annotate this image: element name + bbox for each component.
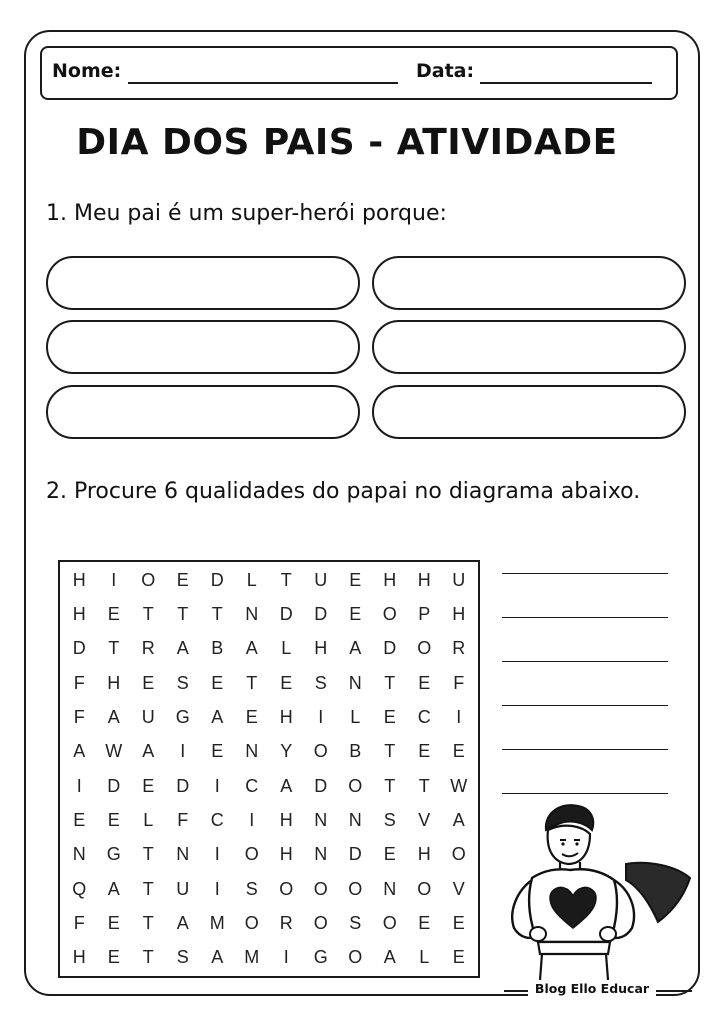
question-1: 1. Meu pai é um super-herói porque: [46, 201, 447, 226]
date-field[interactable] [480, 82, 652, 84]
grid-letter[interactable]: O [141, 569, 156, 590]
grid-letter[interactable]: W [450, 775, 468, 796]
grid-letter[interactable]: A [452, 809, 465, 830]
grid-letter[interactable]: O [417, 638, 432, 659]
grid-letter[interactable]: Y [280, 741, 293, 762]
grid-letter[interactable]: E [349, 603, 362, 624]
grid-letter[interactable]: N [383, 878, 397, 899]
grid-letter[interactable]: H [452, 603, 466, 624]
grid-letter[interactable]: C [210, 809, 224, 830]
word-answer-line-2[interactable] [502, 617, 668, 618]
grid-letter[interactable]: I [456, 706, 462, 727]
grid-letter[interactable]: A [245, 638, 258, 659]
answer-box-5[interactable] [46, 385, 360, 439]
grid-letter[interactable]: S [245, 878, 258, 899]
grid-letter[interactable]: E [452, 912, 465, 933]
grid-letter[interactable]: M [209, 912, 225, 933]
grid-letter[interactable]: T [142, 844, 154, 865]
grid-letter[interactable]: V [418, 809, 431, 830]
grid-letter[interactable]: R [141, 638, 155, 659]
grid-letter[interactable]: L [246, 569, 257, 590]
grid-letter[interactable]: U [314, 569, 328, 590]
grid-letter[interactable]: N [245, 603, 259, 624]
grid-letter[interactable]: N [72, 844, 86, 865]
grid-letter[interactable]: T [384, 741, 396, 762]
grid-letter[interactable]: I [214, 775, 220, 796]
grid-letter[interactable]: E [176, 569, 189, 590]
grid-letter[interactable]: C [417, 706, 431, 727]
grid-letter[interactable]: L [281, 638, 292, 659]
grid-letter[interactable]: T [384, 775, 396, 796]
grid-letter[interactable]: S [349, 912, 362, 933]
grid-letter[interactable]: E [211, 741, 224, 762]
grid-letter[interactable]: N [314, 809, 328, 830]
grid-letter[interactable]: T [384, 672, 396, 693]
grid-letter[interactable]: A [142, 741, 155, 762]
grid-letter[interactable]: T [177, 603, 189, 624]
grid-letter[interactable]: F [73, 672, 85, 693]
grid-letter[interactable]: O [279, 878, 294, 899]
answer-box-2[interactable] [372, 256, 686, 310]
footer-line-right [652, 990, 692, 992]
grid-letter[interactable]: F [177, 809, 189, 830]
grid-letter[interactable]: E [280, 672, 293, 693]
grid-letter[interactable]: O [244, 844, 259, 865]
grid-letter[interactable]: D [348, 844, 362, 865]
grid-letter[interactable]: N [348, 809, 362, 830]
date-label: Data: [416, 60, 475, 82]
grid-letter[interactable]: O [313, 912, 328, 933]
grid-letter[interactable]: O [417, 878, 432, 899]
grid-letter[interactable]: O [451, 844, 466, 865]
answer-box-6[interactable] [372, 385, 686, 439]
grid-letter[interactable]: E [418, 741, 431, 762]
grid-letter[interactable]: O [348, 947, 363, 968]
grid-letter[interactable]: H [417, 844, 431, 865]
grid-letter[interactable]: L [143, 809, 154, 830]
grid-letter[interactable]: S [176, 672, 189, 693]
grid-letter[interactable]: N [245, 741, 259, 762]
grid-letter[interactable]: T [108, 638, 120, 659]
grid-letter[interactable]: L [419, 947, 430, 968]
grid-letter[interactable]: O [348, 775, 363, 796]
grid-letter[interactable]: A [211, 947, 224, 968]
word-answer-line-6[interactable] [502, 793, 668, 794]
grid-letter[interactable]: V [452, 878, 465, 899]
grid-letter[interactable]: T [418, 775, 430, 796]
grid-letter[interactable]: D [314, 775, 328, 796]
grid-letter[interactable]: I [111, 569, 117, 590]
grid-letter[interactable]: I [214, 878, 220, 899]
grid-letter[interactable]: N [314, 844, 328, 865]
grid-letter[interactable]: H [72, 603, 86, 624]
grid-letter[interactable]: S [176, 947, 189, 968]
grid-letter[interactable]: N [348, 672, 362, 693]
grid-letter[interactable]: W [105, 741, 123, 762]
grid-letter[interactable]: E [452, 947, 465, 968]
grid-letter[interactable]: E [245, 706, 258, 727]
grid-letter[interactable]: D [279, 603, 293, 624]
grid-letter[interactable]: E [73, 809, 86, 830]
grid-letter[interactable]: E [349, 569, 362, 590]
answer-box-4[interactable] [372, 320, 686, 374]
grid-letter[interactable]: S [383, 809, 396, 830]
grid-letter[interactable]: T [142, 603, 154, 624]
grid-letter[interactable]: H [383, 569, 397, 590]
word-answer-line-4[interactable] [502, 705, 668, 706]
grid-letter[interactable]: Q [72, 878, 87, 899]
name-field[interactable] [128, 82, 398, 84]
grid-letter[interactable]: A [73, 741, 86, 762]
grid-letter[interactable]: U [452, 569, 466, 590]
superhero-dad-illustration [498, 800, 698, 980]
answer-box-3[interactable] [46, 320, 360, 374]
grid-letter[interactable]: D [176, 775, 190, 796]
question-2: 2. Procure 6 qualidades do papai no diagrama abaixo. [46, 479, 641, 504]
grid-letter[interactable]: D [383, 638, 397, 659]
grid-letter[interactable]: G [313, 947, 328, 968]
grid-letter[interactable]: S [314, 672, 327, 693]
header-box [40, 46, 678, 100]
grid-letter[interactable]: I [214, 844, 220, 865]
grid-letter[interactable]: G [106, 844, 121, 865]
grid-letter[interactable]: H [279, 844, 293, 865]
grid-letter[interactable]: H [279, 706, 293, 727]
grid-letter[interactable]: U [141, 706, 155, 727]
grid-letter[interactable]: N [176, 844, 190, 865]
page-title: DIA DOS PAIS - ATIVIDADE [76, 122, 618, 163]
grid-letter[interactable]: D [314, 603, 328, 624]
grid-letter[interactable]: T [142, 947, 154, 968]
grid-letter[interactable]: A [211, 706, 224, 727]
grid-letter[interactable]: P [418, 603, 431, 624]
grid-letter[interactable]: H [72, 947, 86, 968]
grid-letter[interactable]: A [176, 638, 189, 659]
grid-letter[interactable]: T [142, 912, 154, 933]
grid-letter[interactable]: A [107, 706, 120, 727]
grid-letter[interactable]: I [180, 741, 186, 762]
grid-letter[interactable]: L [350, 706, 361, 727]
grid-letter[interactable]: O [313, 878, 328, 899]
grid-letter[interactable]: R [452, 638, 466, 659]
answer-box-1[interactable] [46, 256, 360, 310]
grid-letter[interactable]: F [73, 706, 85, 727]
grid-letter[interactable]: E [418, 672, 431, 693]
grid-letter[interactable]: H [279, 809, 293, 830]
name-label: Nome: [52, 60, 122, 82]
grid-letter[interactable]: E [142, 775, 155, 796]
grid-letter[interactable]: E [142, 672, 155, 693]
grid-letter[interactable]: A [349, 638, 362, 659]
grid-letter[interactable]: O [382, 912, 397, 933]
grid-letter[interactable]: T [211, 603, 223, 624]
grid-letter[interactable]: H [72, 569, 86, 590]
footer-credit: Blog Ello Educar [528, 981, 656, 996]
grid-letter[interactable]: E [107, 809, 120, 830]
grid-letter[interactable]: M [244, 947, 260, 968]
word-answer-line-5[interactable] [502, 749, 668, 750]
grid-letter[interactable]: D [107, 775, 121, 796]
grid-letter[interactable]: E [418, 912, 431, 933]
grid-letter[interactable]: F [73, 912, 85, 933]
grid-letter[interactable]: G [175, 706, 190, 727]
grid-letter[interactable]: E [107, 947, 120, 968]
word-search-grid [62, 563, 476, 975]
grid-letter[interactable]: T [142, 878, 154, 899]
grid-letter[interactable]: E [383, 844, 396, 865]
grid-letter[interactable]: H [417, 569, 431, 590]
grid-letter[interactable]: A [176, 912, 189, 933]
grid-letter[interactable]: E [211, 672, 224, 693]
grid-letter[interactable]: E [107, 912, 120, 933]
grid-letter[interactable]: A [383, 947, 396, 968]
grid-letter[interactable]: I [318, 706, 324, 727]
grid-letter[interactable]: B [211, 638, 224, 659]
grid-letter[interactable]: E [452, 741, 465, 762]
grid-letter[interactable]: O [382, 603, 397, 624]
grid-letter[interactable]: F [453, 672, 465, 693]
grid-letter[interactable]: I [283, 947, 289, 968]
grid-letter[interactable]: A [280, 775, 293, 796]
grid-letter[interactable]: O [348, 878, 363, 899]
grid-letter[interactable]: I [249, 809, 255, 830]
grid-letter[interactable]: R [279, 912, 293, 933]
word-answer-line-1[interactable] [502, 573, 668, 574]
grid-letter[interactable]: O [244, 912, 259, 933]
grid-letter[interactable]: E [107, 603, 120, 624]
grid-letter[interactable]: C [245, 775, 259, 796]
word-answer-line-3[interactable] [502, 661, 668, 662]
grid-letter[interactable]: H [314, 638, 328, 659]
grid-letter[interactable]: B [349, 741, 362, 762]
grid-letter[interactable]: E [383, 706, 396, 727]
grid-letter[interactable]: H [107, 672, 121, 693]
grid-letter[interactable]: U [176, 878, 190, 899]
grid-letter[interactable]: O [313, 741, 328, 762]
grid-letter[interactable]: T [280, 569, 292, 590]
grid-letter[interactable]: A [107, 878, 120, 899]
grid-letter[interactable]: D [72, 638, 86, 659]
grid-letter[interactable]: I [76, 775, 82, 796]
grid-letter[interactable]: D [210, 569, 224, 590]
grid-letter[interactable]: T [246, 672, 258, 693]
